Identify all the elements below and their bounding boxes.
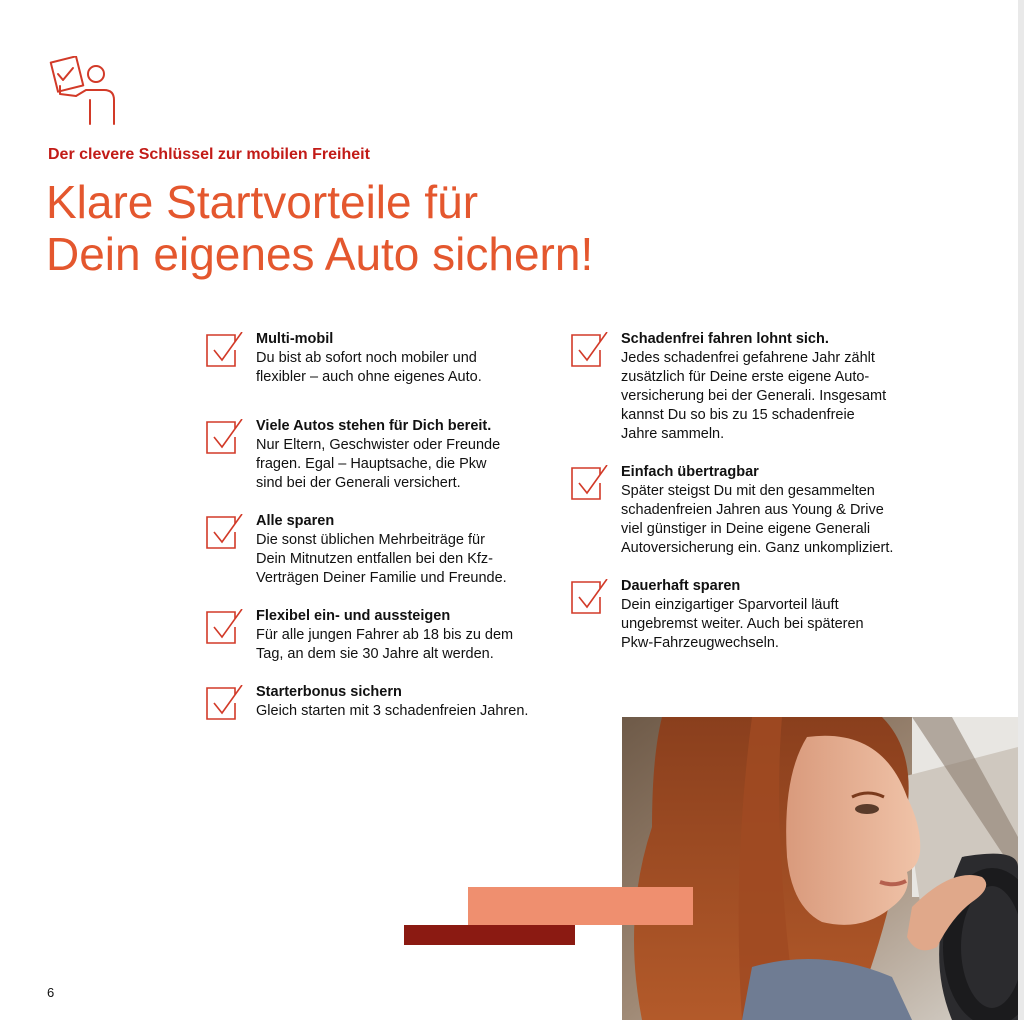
- features-right-column: [571, 330, 931, 653]
- feature-text: Jedes schadenfrei gefahrene Jahr zählt zusätzlich für Deine erste eigene Auto- versicherung bei der Generali. Insgesamt kannst Du so bis zu 15 schadenfreie Jahre sammeln.: [621, 350, 887, 442]
- checkbox-check-icon: [206, 685, 244, 721]
- decorative-bar-dark: [404, 925, 575, 945]
- feature-title: Alle sparen: [256, 513, 335, 529]
- feature-text: Später steigst Du mit den gesammelten schadenfreien Jahren aus Young & Drive viel günstiger in Deine eigene Generali Autoversicherung ein. Ganz unkompliziert.: [621, 483, 894, 556]
- section-kicker: Der clevere Schlüssel zur mobilen Freiheit: [48, 146, 370, 163]
- checkbox-check-icon: [571, 332, 609, 368]
- feature-item: [571, 330, 931, 444]
- page-headline: [46, 176, 593, 280]
- checkbox-check-icon: [571, 465, 609, 501]
- feature-title: Dauerhaft sparen: [621, 578, 741, 594]
- checkbox-check-icon: [571, 579, 609, 615]
- feature-item: [206, 330, 566, 387]
- feature-text: Gleich starten mit 3 schadenfreien Jahren.: [256, 703, 529, 719]
- checkbox-check-icon: [206, 419, 244, 455]
- feature-title: Viele Autos stehen für Dich bereit.: [256, 418, 492, 434]
- feature-title: Starterbonus sichern: [256, 684, 402, 700]
- feature-title: Multi-mobil: [256, 331, 334, 347]
- feature-text: Für alle jungen Fahrer ab 18 bis zu dem Tag, an dem sie 30 Jahre alt werden.: [256, 627, 514, 662]
- feature-item: [206, 683, 566, 721]
- person-with-checklist-icon: [46, 56, 124, 128]
- checkbox-check-icon: [206, 514, 244, 550]
- checkbox-check-icon: [206, 332, 244, 368]
- features-left-column: [206, 330, 566, 721]
- feature-title: Schadenfrei fahren lohnt sich.: [621, 331, 829, 347]
- checkbox-check-icon: [206, 609, 244, 645]
- driver-photo-illustration: [622, 717, 1018, 1020]
- decorative-bar-light: [468, 887, 693, 925]
- page-edge-divider: [1018, 0, 1024, 1020]
- page-number: 6: [47, 985, 55, 1000]
- feature-text: Du bist ab sofort noch mobiler und flexibler – auch ohne eigenes Auto.: [256, 350, 482, 385]
- feature-item: [206, 607, 566, 664]
- feature-title: Flexibel ein- und aussteigen: [256, 608, 451, 624]
- driver-photo: [622, 717, 1018, 1020]
- feature-text: Nur Eltern, Geschwister oder Freunde fragen. Egal – Hauptsache, die Pkw sind bei der Generali versichert.: [256, 437, 501, 491]
- feature-text: Die sonst üblichen Mehrbeiträge für Dein Mitnutzen entfallen bei den Kfz- Verträgen Deiner Familie und Freunde.: [256, 532, 507, 586]
- headline-line-2: Dein eigenes Auto sichern!: [46, 228, 594, 280]
- feature-item: [206, 512, 566, 588]
- feature-text: Dein einzigartiger Sparvorteil läuft ungebremst weiter. Auch bei späteren Pkw-Fahrzeugwechseln.: [621, 597, 864, 651]
- headline-line-1: Klare Startvorteile für: [46, 176, 479, 228]
- feature-item: [571, 577, 931, 653]
- feature-item: [206, 417, 566, 493]
- feature-title: Einfach übertragbar: [621, 464, 759, 480]
- feature-item: [571, 463, 931, 558]
